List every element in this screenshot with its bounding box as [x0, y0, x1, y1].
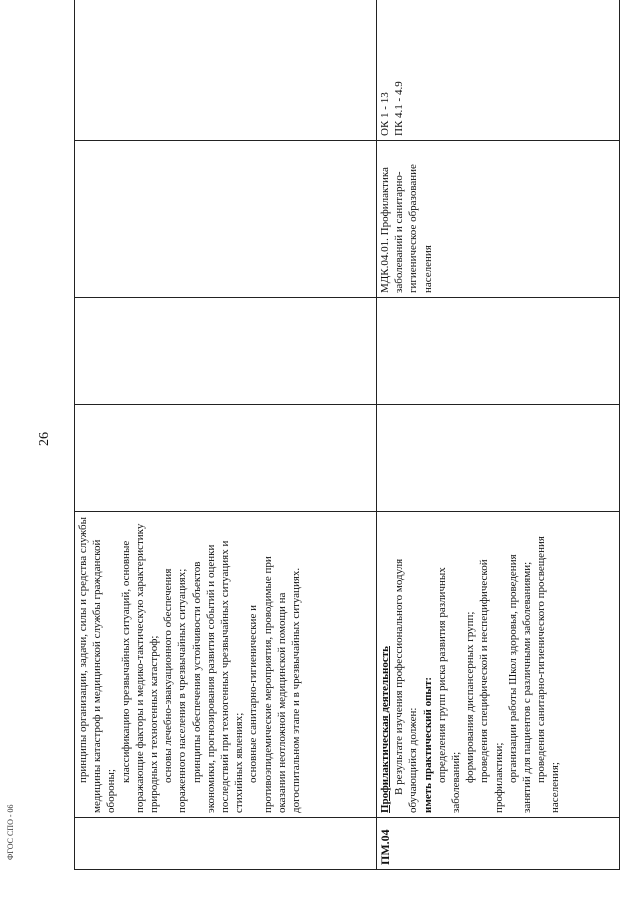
content-item: принципы организации, задачи, силы и средства службы медицины катастроф и медицинской службы гражданской обороны;: [77, 517, 118, 813]
empty-cell: [75, 141, 377, 298]
mdk-cell: [377, 141, 620, 298]
experience-item: определения групп риска развития различных заболеваний;: [435, 567, 463, 813]
content-cell: [377, 512, 620, 818]
content-item: принципы обеспечения устойчивости объектов экономики, прогнозирования развития событий и оценки последствий при техногенных чрезвычайных ситуациях и стихийных явлениях;: [190, 540, 246, 813]
competency-pk: ПК 4.1 - 4.9: [393, 81, 406, 136]
module-code: ПМ.04: [378, 829, 392, 865]
content-item: основы лечебно-эвакуационного обеспечения пораженного населения в чрезвычайных ситуациях;: [162, 568, 189, 813]
code-cell: [75, 818, 377, 870]
experience-label: иметь практический опыт:: [421, 676, 434, 813]
competencies-cell: [377, 0, 620, 141]
experience-item: формирования диспансерных групп;: [464, 611, 477, 783]
experience-item: проведения специфической и неспецифической профилактики;: [478, 559, 505, 813]
footer-standard-code: ФГОС СПО - 06: [6, 804, 15, 860]
empty-cell: [75, 405, 377, 512]
page-number: 26: [37, 432, 52, 446]
empty-cell: [75, 0, 377, 141]
code-cell: [377, 818, 620, 870]
empty-cell: [377, 298, 620, 405]
experience-item: организации работы Школ здоровья, проведения занятий для пациентов с различными заболеваниями;: [506, 554, 534, 813]
module-intro: В результате изучения профессионального модуля обучающийся должен:: [393, 558, 420, 813]
empty-cell: [75, 298, 377, 405]
competency-ok: ОК 1 - 13: [379, 92, 391, 136]
content-item: основные санитарно-гигиенические и противоэпидемические мероприятия, проводимые при оказании неотложной медицинской помощи на догоспитальном этапе и в чрезвычайных ситуациях.: [247, 556, 303, 813]
empty-cell: [377, 405, 620, 512]
module-title: Профилактическая деятельность: [379, 646, 391, 813]
experience-item: проведения санитарно-гигиенического просвещения населения;: [535, 536, 562, 813]
table-row: [377, 0, 620, 870]
curriculum-table: [74, 50, 619, 870]
content-cell: [75, 512, 377, 818]
table-row: [75, 0, 377, 870]
content-item: классификацию чрезвычайных ситуаций, основные поражающие факторы и медико-тактическую характеристику природных и техногенных катастроф;: [119, 523, 161, 813]
mdk-title: МДК.04.01. Профилактика заболеваний и санитарно-гигиеническое образование населения: [379, 164, 434, 293]
